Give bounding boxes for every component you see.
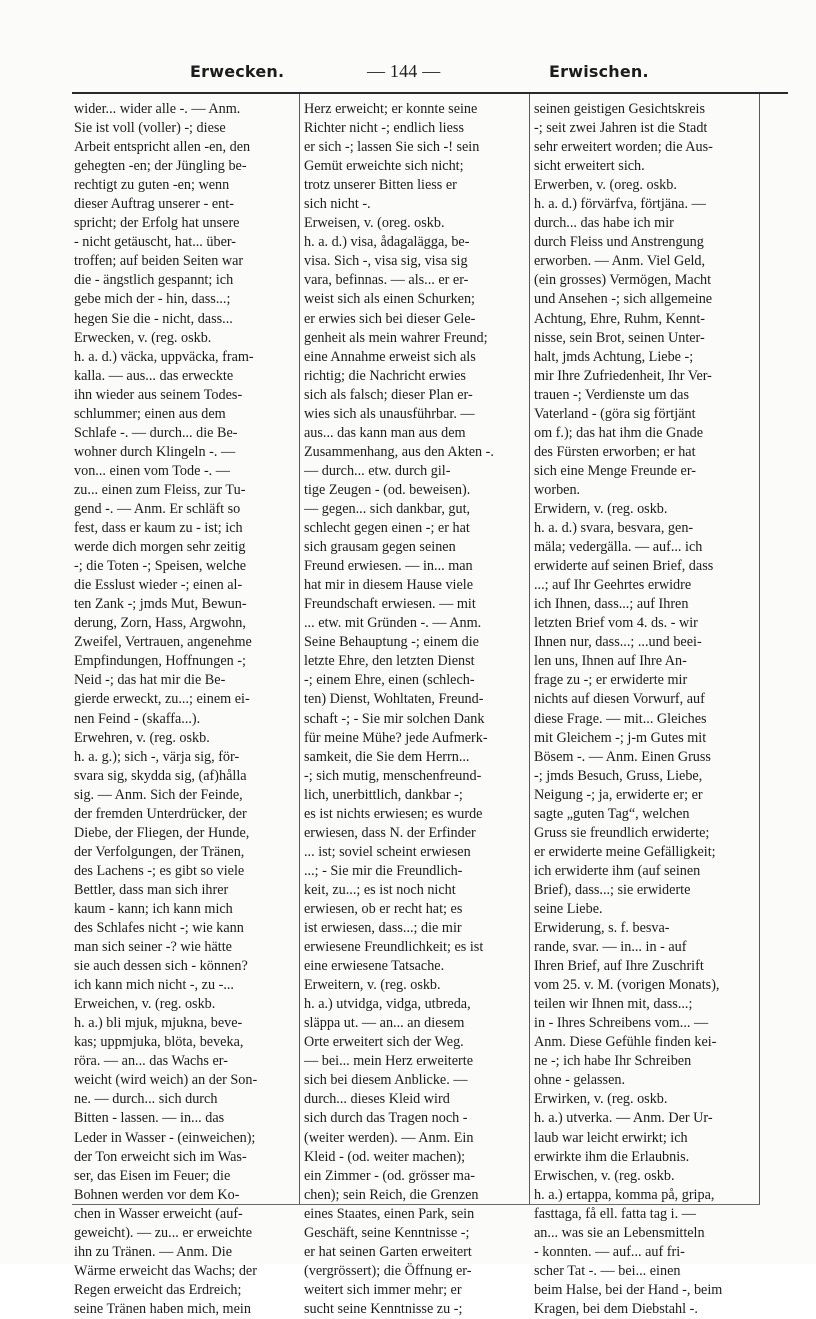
page-number: — 144 — — [367, 61, 441, 81]
text-column-1 — [74, 100, 296, 1319]
text-line: Zweifel, Vertrauen, angenehme — [74, 634, 252, 651]
text-line: Erweitern, v. (reg. oskb. — [304, 977, 441, 994]
text-line: nisse, sein Brot, seinen Unter- — [534, 329, 705, 346]
text-line: des Lachens -; es gibt so viele — [74, 862, 245, 879]
text-column-3 — [534, 100, 756, 1319]
text-line: er hat seinen Garten erweitert — [304, 1243, 472, 1260]
text-line: fest, dass er kaum zu - ist; ich — [74, 520, 243, 537]
text-line: halt, jmds Achtung, Liebe -; — [534, 348, 694, 365]
footer-rule — [72, 1204, 760, 1205]
text-line: Erwecken, v. (reg. oskb. — [74, 329, 212, 346]
running-header — [72, 58, 788, 88]
text-line: richtig; die Nachricht erwies — [304, 367, 466, 384]
text-line: släppa ut. — an... an diesem — [304, 1015, 465, 1032]
text-line: fasttaga, få ell. fatta tag i. — — [534, 1205, 696, 1222]
text-line: ich kann mich nicht -, zu -... — [74, 977, 234, 994]
text-line: h. a. d.) förvärfva, förtjäna. — — [534, 196, 706, 213]
text-line: zu... einen zum Fleiss, zur Tu- — [74, 481, 246, 498]
text-line: durch... dieses Kleid wird — [304, 1091, 450, 1108]
text-line: laub war leicht erwirkt; ich — [534, 1129, 688, 1146]
text-line: Richter nicht -; endlich liess — [304, 120, 464, 137]
text-line: (vergrössert); die Öffnung er- — [304, 1262, 472, 1279]
text-line: tige Zeugen - (od. beweisen). — [304, 481, 471, 498]
text-line: -; einem Ehre, einen (schlech- — [304, 672, 475, 689]
text-line: om f.); das hat ihm die Gnade — [534, 424, 704, 441]
text-line: röra. — an... das Wachs er- — [74, 1053, 228, 1070]
text-line: worben. — [534, 481, 581, 498]
text-line: rechtigt zu guten -en; wenn — [74, 177, 230, 194]
text-line: Ihren Brief, auf Ihre Zuschrift — [534, 958, 704, 975]
text-line: trotz unserer Bitten liess er — [304, 177, 457, 194]
text-line: Zusammenhang, aus den Akten -. — [304, 443, 494, 460]
text-line: seinen geistigen Gesichtskreis — [534, 101, 705, 117]
text-line: h. a. d.) visa, ådagalägga, be- — [304, 234, 470, 251]
text-line: kaum - kann; ich kann mich — [74, 900, 233, 917]
text-line: scher Tat -. — bei... einen — [534, 1262, 681, 1279]
text-line: Freund erwiesen. — in... man — [304, 558, 473, 575]
text-line: Gruss sie freundlich erwiderte; — [534, 824, 710, 841]
text-line: Geschäft, seine Kenntnisse -; — [304, 1224, 470, 1241]
text-line: nen Feind - (skaffa...). — [74, 710, 201, 727]
text-line: der fremden Unterdrücker, der — [74, 805, 247, 822]
text-line: beim Halse, bei der Hand -, beim — [534, 1281, 723, 1298]
text-line: gend -. — Anm. Er schläft so — [74, 500, 241, 517]
text-line: Anm. Diese Gefühle finden kei- — [534, 1034, 717, 1051]
text-line: sehr erweitert worden; die Aus- — [534, 139, 713, 156]
text-line: ihn zu Tränen. — Anm. Die — [74, 1243, 233, 1260]
text-line: sagte „guten Tag“, welchen — [534, 805, 690, 822]
text-line: eines Staates, einen Park, sein — [304, 1205, 475, 1222]
text-line: -; sich mutig, menschenfreund- — [304, 767, 482, 784]
text-line: in - Ihres Schreibens vom... — — [534, 1015, 709, 1032]
text-line: Kleid - (od. weiter machen); — [304, 1148, 466, 1165]
text-line: ich Ihnen, dass...; auf Ihren — [534, 596, 689, 613]
text-line: letzte Ehre, den letzten Dienst — [304, 653, 475, 670]
text-line: ser, das Eisen im Feuer; die — [74, 1167, 231, 1184]
text-line: trauen -; Verdienste um das — [534, 386, 689, 403]
column-divider — [759, 94, 760, 1204]
text-line: schaft -; - Sie mir solchen Dank — [304, 710, 485, 727]
text-line: Erwischen, v. (reg. oskb. — [534, 1167, 675, 1184]
text-line: wider... wider alle -. — Anm. — [74, 101, 241, 117]
text-line: Wärme erweicht das Wachs; der — [74, 1262, 257, 1279]
text-line: sich als falsch; dieser Plan er- — [304, 386, 473, 403]
text-line: h. a.) ertappa, komma på, gripa, — [534, 1186, 715, 1203]
text-line: genheit als mein wahrer Freund; — [304, 329, 488, 346]
text-line: keit, zu...; es ist noch nicht — [304, 881, 456, 898]
text-line: Gemüt erweichte sich nicht; — [304, 158, 464, 175]
header-last-entry: Erwischen. — [549, 62, 649, 81]
text-line: ist erwiesen, dass...; die mir — [304, 920, 462, 937]
text-line: erwirkte ihm die Erlaubnis. — [534, 1148, 690, 1165]
text-line: Erwehren, v. (reg. oskb. — [74, 729, 210, 746]
text-line: Erweisen, v. (oreg. oskb. — [304, 215, 445, 232]
text-line: erworben. — Anm. Viel Geld, — [534, 253, 706, 270]
text-line: — durch... etw. durch gil- — [304, 462, 451, 479]
text-line: der Verfolgungen, der Tränen, — [74, 843, 245, 860]
text-line: Kragen, bei dem Diebstahl -. — [534, 1300, 698, 1317]
text-line: -; seit zwei Jahren ist die Stadt — [534, 120, 708, 137]
text-line: er sich -; lassen Sie sich -! sein — [304, 139, 480, 156]
text-line: schlecht gegen einen -; er hat — [304, 520, 470, 537]
text-line: er erwies sich bei dieser Gele- — [304, 310, 476, 327]
text-line: er erwiderte meine Gefälligkeit; — [534, 843, 716, 860]
text-line: Ihnen nur, dass...; ...und beei- — [534, 634, 702, 651]
text-line: sucht seine Kenntnisse zu -; — [304, 1300, 463, 1317]
column-divider — [529, 94, 530, 1204]
text-line: letzten Brief vom 4. ds. - wir — [534, 615, 698, 632]
text-line: Schlafe -. — durch... die Be- — [74, 424, 238, 441]
text-line: Regen erweicht das Erdreich; — [74, 1281, 242, 1298]
text-line: erwiesene Freundlichkeit; es ist — [304, 939, 484, 956]
column-divider — [299, 94, 300, 1204]
text-line: ihn wieder aus seinem Todes- — [74, 386, 243, 403]
text-line: für meine Mühe? jede Aufmerk- — [304, 729, 488, 746]
text-line: Neigung -; ja, erwiderte er; er — [534, 786, 703, 803]
text-line: weitert sich immer mehr; er — [304, 1281, 462, 1298]
text-line: sie auch dessen sich - können? — [74, 958, 248, 975]
text-line: derung, Zorn, Hass, Argwohn, — [74, 615, 246, 632]
text-line: des Schlafes nicht -; wie kann — [74, 920, 244, 937]
text-line: hat mir in diesem Hause viele — [304, 577, 474, 594]
text-line: troffen; auf beiden Seiten war — [74, 253, 244, 270]
text-line: Erwirken, v. (reg. oskb. — [534, 1091, 668, 1108]
text-line: (ein grosses) Vermögen, Macht — [534, 272, 712, 289]
text-line: lich, unerbittlich, dankbar -; — [304, 786, 463, 803]
text-line: chen in Wasser erweicht (auf- — [74, 1205, 243, 1222]
text-line: die Esslust wieder -; einen al- — [74, 577, 243, 594]
text-line: der Ton erweicht sich im Was- — [74, 1148, 247, 1165]
text-line: ne -; ich habe Ihr Schreiben — [534, 1053, 692, 1070]
text-line: ten Zank -; jmds Mut, Bewun- — [74, 596, 247, 613]
text-line: Bohnen werden vor dem Ko- — [74, 1186, 240, 1203]
text-line: Leder in Wasser - (einweichen); — [74, 1129, 256, 1146]
text-line: teilen wir Ihnen mit, dass...; — [534, 996, 693, 1013]
text-line: erwiesen, dass N. der Erfinder — [304, 824, 476, 841]
text-line: Brief), dass...; sie erwiderte — [534, 881, 691, 898]
text-line: Arbeit entspricht allen -en, den — [74, 139, 251, 156]
text-line: seine Tränen haben mich, mein — [74, 1300, 251, 1317]
text-line: werde dich morgen sehr zeitig — [74, 539, 246, 556]
text-line: h. a.) utverka. — Anm. Der Ur- — [534, 1110, 713, 1127]
text-line: svara sig, skydda sig, (af)hålla — [74, 767, 247, 784]
text-line: Orte erweitert sich der Weg. — [304, 1034, 464, 1051]
text-line: h. a.) bli mjuk, mjukna, beve- — [74, 1015, 243, 1032]
text-line: Bettler, dass man sich ihrer — [74, 881, 229, 898]
text-line: - nicht getäuscht, hat... über- — [74, 234, 237, 251]
text-line: Erwidern, v. (reg. oskb. — [534, 500, 668, 517]
text-line: sig. — Anm. Sich der Feinde, — [74, 786, 243, 803]
text-line: (weiter werden). — Anm. Ein — [304, 1129, 474, 1146]
text-line: Diebe, der Fliegen, der Hunde, — [74, 824, 250, 841]
text-line: spricht; der Erfolg hat unsere — [74, 215, 240, 232]
text-line: die - ängstlich gespannt; ich — [74, 272, 234, 289]
text-line: ...; - Sie mir die Freundlich- — [304, 862, 463, 879]
text-line: erwiderte auf seinen Brief, dass — [534, 558, 714, 575]
text-line: weicht (wird weich) an der Son- — [74, 1072, 258, 1089]
text-line: Empfindungen, Hoffnungen -; — [74, 653, 246, 670]
text-line: ...; auf Ihr Geehrtes erwidre — [534, 577, 692, 594]
text-line: — bei... mein Herz erweiterte — [304, 1053, 473, 1070]
text-line: gebe mich der - hin, dass...; — [74, 291, 231, 308]
text-line: vom 25. v. M. (vorigen Monats), — [534, 977, 720, 994]
text-line: diese Frage. — mit... Gleiches — [534, 710, 707, 727]
text-line: -; die Toten -; Speisen, welche — [74, 558, 247, 575]
text-line: Freundschaft erwiesen. — mit — [304, 596, 476, 613]
text-line: sicht erweitert sich. — [534, 158, 645, 175]
text-line: frage zu -; er erwiderte mir — [534, 672, 688, 689]
text-line: rande, svar. — in... in - auf — [534, 939, 687, 956]
text-line: Bitten - lassen. — in... das — [74, 1110, 225, 1127]
text-line: man sich seiner -? wie hätte — [74, 939, 232, 956]
text-line: h. a. d.) väcka, uppväcka, fram- — [74, 348, 254, 365]
text-line: sich eine Menge Freunde er- — [534, 462, 697, 479]
text-line: h. a.) utvidga, vidga, utbreda, — [304, 996, 471, 1013]
text-line: aus... das kann man aus dem — [304, 424, 466, 441]
text-line: durch... das habe ich mir — [534, 215, 674, 232]
header-rule — [72, 92, 788, 94]
text-line: ten) Dienst, Wohltaten, Freund- — [304, 691, 484, 708]
text-line: vara, befinnas. — als... er er- — [304, 272, 469, 289]
text-line: Vaterland - (göra sig förtjänt — [534, 405, 696, 422]
text-line: len uns, Ihnen auf Ihre An- — [534, 653, 687, 670]
text-line: kas; uppmjuka, blöta, beveka, — [74, 1034, 244, 1051]
text-line: sich grausam gegen seinen — [304, 539, 456, 556]
text-line: ... ist; soviel scheint erwiesen — [304, 843, 471, 860]
text-line: Bösem -. — Anm. Einen Gruss — [534, 748, 711, 765]
text-line: Seine Behauptung -; einem die — [304, 634, 479, 651]
text-line: — gegen... sich dankbar, gut, — [304, 500, 471, 517]
text-line: samkeit, die Sie dem Herrn... — [304, 748, 470, 765]
text-line: h. a. d.) svara, besvara, gen- — [534, 520, 694, 537]
text-line: schlummer; einen aus dem — [74, 405, 226, 422]
text-line: von... einen vom Tode -. — — [74, 462, 230, 479]
text-line: Erwerben, v. (oreg. oskb. — [534, 177, 677, 194]
text-line: des Fürsten erworben; er hat — [534, 443, 696, 460]
text-column-2 — [304, 100, 526, 1319]
text-line: visa. Sich -, visa sig, visa sig — [304, 253, 468, 270]
text-line: Neid -; das hat mir die Be- — [74, 672, 226, 689]
text-line: Achtung, Ehre, Ruhm, Kennt- — [534, 310, 706, 327]
text-line: wies sich als unausführbar. — — [304, 405, 475, 422]
text-line: ich erwiderte ihm (auf seinen — [534, 862, 701, 879]
text-line: -; jmds Besuch, Gruss, Liebe, — [534, 767, 703, 784]
text-line: geweicht). — zu... er erweichte — [74, 1224, 253, 1241]
text-line: ne. — durch... sich durch — [74, 1091, 218, 1108]
text-line: eine Annahme erweist sich als — [304, 348, 476, 365]
text-line: weist sich als einen Schurken; — [304, 291, 475, 308]
text-line: seine Liebe. — [534, 900, 603, 917]
text-line: kalla. — aus... das erweckte — [74, 367, 234, 384]
text-line: an... was sie an Lebensmitteln — [534, 1224, 705, 1241]
text-line: sich nicht -. — [304, 196, 371, 213]
text-line: gierde erweckt, zu...; einem ei- — [74, 691, 250, 708]
text-line: mäla; vedergälla. — auf... ich — [534, 539, 703, 556]
text-line: Sie ist voll (voller) -; diese — [74, 120, 226, 137]
text-line: wohner durch Klingeln -. — — [74, 443, 236, 460]
text-line: chen); sein Reich, die Grenzen — [304, 1186, 479, 1203]
text-line: nichts auf diesen Vorwurf, auf — [534, 691, 705, 708]
text-line: und Ansehen -; sich allgemeine — [534, 291, 713, 308]
text-line: eine erwiesene Tatsache. — [304, 958, 445, 975]
text-line: Erweichen, v. (reg. oskb. — [74, 996, 216, 1013]
text-line: sich durch das Tragen noch - — [304, 1110, 468, 1127]
text-line: ... etw. mit Gründen -. — Anm. — [304, 615, 482, 632]
text-line: es ist nichts erwiesen; es wurde — [304, 805, 483, 822]
text-line: hegen Sie die - nicht, dass... — [74, 310, 233, 327]
text-line: - konnten. — auf... auf fri- — [534, 1243, 685, 1260]
text-line: erwiesen, ob er recht hat; es — [304, 900, 463, 917]
text-line: durch Fleiss und Anstrengung — [534, 234, 704, 251]
text-line: Herz erweicht; er konnte seine — [304, 101, 478, 117]
text-line: gehegten -en; der Jüngling be- — [74, 158, 247, 175]
text-line: h. a. g.); sich -, värja sig, för- — [74, 748, 240, 765]
text-line: sich bei diesem Anblicke. — — [304, 1072, 468, 1089]
text-line: ohne - gelassen. — [534, 1072, 626, 1089]
text-line: Erwiderung, s. f. besva- — [534, 920, 670, 937]
text-line: mit Gleichem -; j-m Gutes mit — [534, 729, 707, 746]
text-line: ein Zimmer - (od. grösser ma- — [304, 1167, 475, 1184]
header-first-entry: Erwecken. — [190, 62, 285, 81]
text-line: dieser Auftrag unserer - ent- — [74, 196, 234, 213]
text-line: mir Ihre Zufriedenheit, Ihr Ver- — [534, 367, 712, 384]
